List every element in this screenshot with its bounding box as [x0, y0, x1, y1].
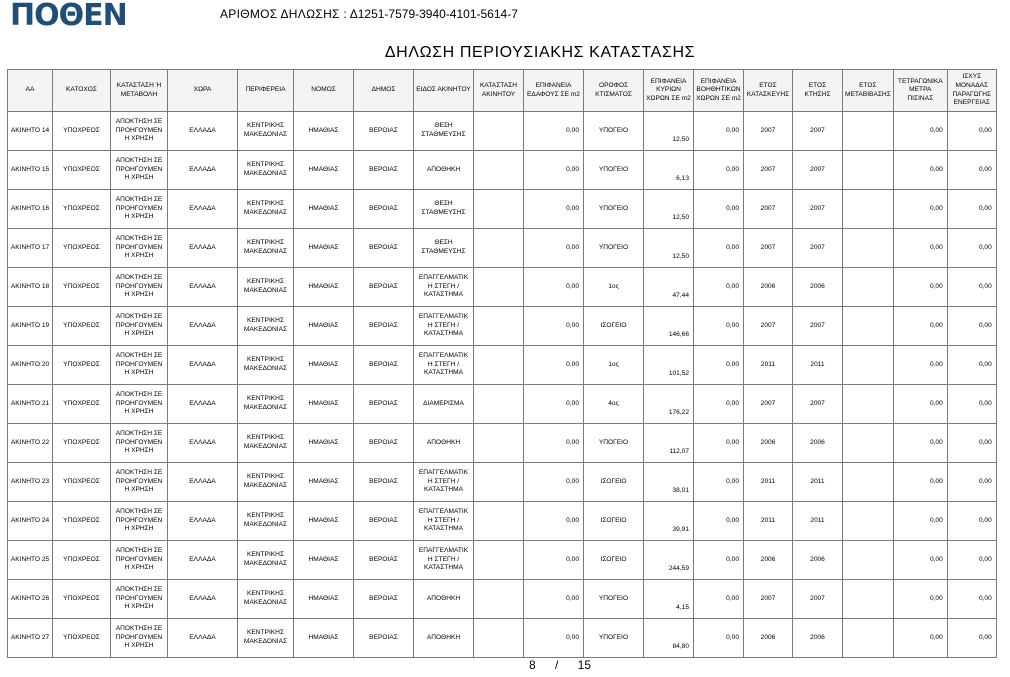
table-cell	[474, 112, 524, 151]
table-cell: ΑΚΙΝΗΤΟ 23	[8, 463, 53, 502]
table-cell: ΑΚΙΝΗΤΟ 21	[8, 385, 53, 424]
table-cell: ΒΕΡΟΙΑΣ	[354, 346, 414, 385]
table-row	[8, 424, 997, 463]
table-cell: ΙΣΟΓΕΙΟ	[584, 307, 644, 346]
table-cell: 0,00	[694, 619, 744, 658]
table-cell: 0,00	[893, 268, 947, 307]
column-header: ΠΕΡΙΦΕΡΕΙΑ	[238, 70, 294, 112]
table-cell: 2007	[744, 190, 793, 229]
table-cell: ΑΚΙΝΗΤΟ 19	[8, 307, 53, 346]
table-cell	[474, 424, 524, 463]
table-cell	[474, 502, 524, 541]
table-cell: ΚΕΝΤΡΙΚΗΣ ΜΑΚΕΔΟΝΙΑΣ	[238, 385, 294, 424]
table-cell: ΥΠΟΧΡΕΟΣ	[53, 346, 111, 385]
table-cell: ΗΜΑΘΙΑΣ	[294, 151, 354, 190]
table-cell	[474, 307, 524, 346]
table-cell: 0,00	[524, 268, 584, 307]
table-cell: ΒΕΡΟΙΑΣ	[354, 268, 414, 307]
table-cell	[843, 346, 894, 385]
column-header: ΙΣΧΥΣ ΜΟΝΑΔΑΣ ΠΑΡΑΓΩΓΗΣ ΕΝΕΡΓΕΙΑΣ	[947, 70, 996, 112]
table-cell: ΗΜΑΘΙΑΣ	[294, 541, 354, 580]
table-cell: 2007	[793, 307, 843, 346]
column-header: ΕΠΙΦΑΝΕΙΑ ΚΥΡΙΩΝ ΧΩΡΩΝ ΣΕ m2	[644, 70, 694, 112]
column-header: ΤΕΤΡΑΓΩΝΙΚΑ ΜΕΤΡΑ ΠΙΣΙΝΑΣ	[893, 70, 947, 112]
table-cell: 38,01	[644, 463, 694, 502]
table-cell: 12,50	[644, 229, 694, 268]
table-cell: ΥΠΟΧΡΕΟΣ	[53, 268, 111, 307]
page-separator: /	[554, 658, 559, 672]
table-cell: ΒΕΡΟΙΑΣ	[354, 619, 414, 658]
potheen-logo	[10, 0, 127, 33]
table-cell: ΥΠΟΧΡΕΟΣ	[53, 151, 111, 190]
table-cell: ΗΜΑΘΙΑΣ	[294, 502, 354, 541]
table-cell: 0,00	[694, 112, 744, 151]
table-cell: ΥΠΟΓΕΙΟ	[584, 424, 644, 463]
table-cell: 0,00	[947, 268, 996, 307]
table-cell: ΥΠΟΧΡΕΟΣ	[53, 112, 111, 151]
table-header	[8, 70, 997, 112]
table-cell: ΑΚΙΝΗΤΟ 17	[8, 229, 53, 268]
table-cell: ΚΕΝΤΡΙΚΗΣ ΜΑΚΕΔΟΝΙΑΣ	[238, 463, 294, 502]
table-cell: 2006	[793, 541, 843, 580]
table-row	[8, 268, 997, 307]
table-cell: 0,00	[694, 463, 744, 502]
table-cell: 0,00	[694, 502, 744, 541]
document-title: ΔΗΛΩΣΗ ΠΕΡΙΟΥΣΙΑΚΗΣ ΚΑΤΑΣΤΑΣΗΣ	[384, 44, 696, 61]
table-cell: ΕΠΑΓΓΕΛΜΑΤΙΚ Η ΣΤΕΓΗ / ΚΑΤΑΣΤΗΜΑ	[414, 502, 474, 541]
table-cell: ΥΠΟΧΡΕΟΣ	[53, 424, 111, 463]
table-cell: ΕΛΛΑΔΑ	[168, 268, 238, 307]
column-header: ΕΠΙΦΑΝΕΙΑ ΕΔΑΦΟΥΣ ΣΕ m2	[524, 70, 584, 112]
logo-text: ΠΟΘΕΝ	[10, 0, 127, 33]
column-header: ΝΟΜΟΣ	[294, 70, 354, 112]
table-cell: 2006	[744, 424, 793, 463]
table-cell: 0,00	[893, 463, 947, 502]
declaration-number	[220, 7, 518, 21]
table-cell: ΕΛΛΑΔΑ	[168, 580, 238, 619]
column-header: ΔΗΜΟΣ	[354, 70, 414, 112]
table-cell: ΕΛΛΑΔΑ	[168, 229, 238, 268]
table-cell: 0,00	[893, 580, 947, 619]
table-cell	[474, 346, 524, 385]
table-cell: ΒΕΡΟΙΑΣ	[354, 190, 414, 229]
table-cell: 146,66	[644, 307, 694, 346]
table-cell: ΕΛΛΑΔΑ	[168, 112, 238, 151]
table-cell: ΚΕΝΤΡΙΚΗΣ ΜΑΚΕΔΟΝΙΑΣ	[238, 268, 294, 307]
table-cell: 0,00	[947, 346, 996, 385]
table-cell: 0,00	[947, 151, 996, 190]
table-cell: ΑΚΙΝΗΤΟ 15	[8, 151, 53, 190]
table-cell: ΔΙΑΜΕΡΙΣΜΑ	[414, 385, 474, 424]
table-cell: ΕΠΑΓΓΕΛΜΑΤΙΚ Η ΣΤΕΓΗ / ΚΑΤΑΣΤΗΜΑ	[414, 541, 474, 580]
table-cell: 12,50	[644, 190, 694, 229]
table-cell: 0,00	[893, 619, 947, 658]
table-cell: 0,00	[893, 502, 947, 541]
table-cell: ΕΛΛΑΔΑ	[168, 463, 238, 502]
table-cell: ΚΕΝΤΡΙΚΗΣ ΜΑΚΕΔΟΝΙΑΣ	[238, 307, 294, 346]
table-cell: ΑΠΟΚΤΗΣΗ ΣΕ ΠΡΟΗΓΟΥΜΕΝ Η ΧΡΗΣΗ	[111, 463, 168, 502]
table-cell: 1ος	[584, 268, 644, 307]
column-header: ΚΑΤΟΧΟΣ	[53, 70, 111, 112]
table-cell: 2011	[793, 463, 843, 502]
table-cell: 0,00	[947, 307, 996, 346]
table-cell: ΑΠΟΚΤΗΣΗ ΣΕ ΠΡΟΗΓΟΥΜΕΝ Η ΧΡΗΣΗ	[111, 268, 168, 307]
table-cell: ΗΜΑΘΙΑΣ	[294, 424, 354, 463]
table-cell: ΑΚΙΝΗΤΟ 25	[8, 541, 53, 580]
table-cell: 0,00	[694, 229, 744, 268]
column-header: ΚΑΤΑΣΤΑΣΗ Ή ΜΕΤΑΒΟΛΗ	[111, 70, 168, 112]
table-cell: ΒΕΡΟΙΑΣ	[354, 112, 414, 151]
table-cell: 0,00	[694, 424, 744, 463]
table-cell	[474, 541, 524, 580]
table-cell: ΗΜΑΘΙΑΣ	[294, 580, 354, 619]
table-cell	[474, 190, 524, 229]
table-row	[8, 190, 997, 229]
table-cell: 12,50	[644, 112, 694, 151]
table-cell: ΥΠΟΧΡΕΟΣ	[53, 502, 111, 541]
table-cell	[474, 385, 524, 424]
table-cell: ΚΕΝΤΡΙΚΗΣ ΜΑΚΕΔΟΝΙΑΣ	[238, 346, 294, 385]
table-cell: 0,00	[893, 229, 947, 268]
table-cell: 2011	[744, 502, 793, 541]
table-cell: ΕΠΑΓΓΕΛΜΑΤΙΚ Η ΣΤΕΓΗ / ΚΑΤΑΣΤΗΜΑ	[414, 346, 474, 385]
table-cell: ΒΕΡΟΙΑΣ	[354, 541, 414, 580]
table-cell: ΑΠΟΚΤΗΣΗ ΣΕ ΠΡΟΗΓΟΥΜΕΝ Η ΧΡΗΣΗ	[111, 580, 168, 619]
page-current: 8	[528, 658, 536, 672]
table-cell: ΘΕΣΗ ΣΤΑΘΜΕΥΣΗΣ	[414, 229, 474, 268]
table-cell: ΥΠΟΓΕΙΟ	[584, 229, 644, 268]
table-cell: 0,00	[893, 385, 947, 424]
table-cell: ΒΕΡΟΙΑΣ	[354, 385, 414, 424]
pagination	[0, 658, 1010, 672]
table-cell: 2007	[744, 385, 793, 424]
table-cell: ΥΠΟΧΡΕΟΣ	[53, 307, 111, 346]
table-cell: 0,00	[947, 502, 996, 541]
table-cell: ΑΠΟΚΤΗΣΗ ΣΕ ΠΡΟΗΓΟΥΜΕΝ Η ΧΡΗΣΗ	[111, 190, 168, 229]
table-cell: 101,52	[644, 346, 694, 385]
table-cell: 0,00	[893, 424, 947, 463]
table-cell: ΑΚΙΝΗΤΟ 27	[8, 619, 53, 658]
table-cell: ΑΠΟΚΤΗΣΗ ΣΕ ΠΡΟΗΓΟΥΜΕΝ Η ΧΡΗΣΗ	[111, 424, 168, 463]
table-cell: ΗΜΑΘΙΑΣ	[294, 112, 354, 151]
column-header: ΚΑΤΑΣΤΑΣΗ ΑΚΙΝΗΤΟΥ	[474, 70, 524, 112]
table-cell: ΕΛΛΑΔΑ	[168, 619, 238, 658]
table-cell: 2007	[793, 580, 843, 619]
table-cell: 2006	[744, 268, 793, 307]
table-cell: 0,00	[947, 190, 996, 229]
table-cell: 4ος	[584, 385, 644, 424]
table-cell	[474, 268, 524, 307]
table-cell	[843, 541, 894, 580]
table-cell: 2006	[793, 268, 843, 307]
table-cell: 0,00	[947, 619, 996, 658]
table-cell: ΑΚΙΝΗΤΟ 16	[8, 190, 53, 229]
table-cell: 0,00	[694, 307, 744, 346]
table-cell: 0,00	[524, 385, 584, 424]
table-cell: ΑΠΟΚΤΗΣΗ ΣΕ ΠΡΟΗΓΟΥΜΕΝ Η ΧΡΗΣΗ	[111, 112, 168, 151]
table-cell: 2006	[793, 424, 843, 463]
table-cell: 0,00	[524, 463, 584, 502]
table-cell: ΥΠΟΓΕΙΟ	[584, 112, 644, 151]
table-cell	[843, 385, 894, 424]
table-cell: ΙΣΟΓΕΙΟ	[584, 463, 644, 502]
table-cell: 2006	[744, 619, 793, 658]
column-header: ΟΡΟΦΟΣ ΚΤΙΣΜΑΤΟΣ	[584, 70, 644, 112]
table-cell: ΚΕΝΤΡΙΚΗΣ ΜΑΚΕΔΟΝΙΑΣ	[238, 190, 294, 229]
table-cell: ΑΠΟΘΗΚΗ	[414, 151, 474, 190]
table-cell: 2011	[744, 463, 793, 502]
table-cell: ΕΛΛΑΔΑ	[168, 307, 238, 346]
table-cell: ΑΠΟΚΤΗΣΗ ΣΕ ΠΡΟΗΓΟΥΜΕΝ Η ΧΡΗΣΗ	[111, 619, 168, 658]
table-row	[8, 385, 997, 424]
column-header: ΕΤΟΣ ΚΑΤΑΣΚΕΥΗΣ	[744, 70, 793, 112]
table-cell: 0,00	[947, 112, 996, 151]
table-cell: ΚΕΝΤΡΙΚΗΣ ΜΑΚΕΔΟΝΙΑΣ	[238, 112, 294, 151]
table-cell: ΒΕΡΟΙΑΣ	[354, 424, 414, 463]
column-header: ΕΠΙΦΑΝΕΙΑ ΒΟΗΘΗΤΙΚΩΝ ΧΩΡΩΝ ΣΕ m2	[694, 70, 744, 112]
table-cell: 0,00	[694, 580, 744, 619]
table-cell	[843, 619, 894, 658]
table-cell: 2006	[793, 619, 843, 658]
table-cell: 2007	[744, 307, 793, 346]
table-cell: 2007	[744, 229, 793, 268]
table-row	[8, 619, 997, 658]
table-cell: 0,00	[947, 463, 996, 502]
table-cell: ΥΠΟΓΕΙΟ	[584, 151, 644, 190]
table-cell: 0,00	[947, 385, 996, 424]
table-cell: ΕΠΑΓΓΕΛΜΑΤΙΚ Η ΣΤΕΓΗ / ΚΑΤΑΣΤΗΜΑ	[414, 268, 474, 307]
assets-table	[7, 69, 997, 658]
table-cell	[843, 229, 894, 268]
table-cell: 0,00	[893, 112, 947, 151]
table-cell: ΕΛΛΑΔΑ	[168, 424, 238, 463]
table-cell	[843, 268, 894, 307]
table-cell: ΑΚΙΝΗΤΟ 24	[8, 502, 53, 541]
table-cell: ΚΕΝΤΡΙΚΗΣ ΜΑΚΕΔΟΝΙΑΣ	[238, 424, 294, 463]
table-cell: 0,00	[524, 307, 584, 346]
table-cell: ΥΠΟΧΡΕΟΣ	[53, 541, 111, 580]
table-cell: 2007	[793, 112, 843, 151]
table-cell: ΗΜΑΘΙΑΣ	[294, 463, 354, 502]
table-cell: ΚΕΝΤΡΙΚΗΣ ΜΑΚΕΔΟΝΙΑΣ	[238, 229, 294, 268]
table-cell: ΑΠΟΚΤΗΣΗ ΣΕ ΠΡΟΗΓΟΥΜΕΝ Η ΧΡΗΣΗ	[111, 151, 168, 190]
table-cell: ΥΠΟΧΡΕΟΣ	[53, 229, 111, 268]
table-cell: 2011	[793, 502, 843, 541]
table-cell: 0,00	[524, 112, 584, 151]
table-cell: ΑΠΟΘΗΚΗ	[414, 424, 474, 463]
table-cell: ΥΠΟΓΕΙΟ	[584, 580, 644, 619]
table-cell: 112,07	[644, 424, 694, 463]
table-cell: 0,00	[524, 346, 584, 385]
table-cell: 0,00	[524, 502, 584, 541]
declaration-number-value: Δ1251-7579-3940-4101-5614-7	[349, 7, 518, 21]
table-cell: ΥΠΟΓΕΙΟ	[584, 190, 644, 229]
table-cell: ΑΠΟΘΗΚΗ	[414, 580, 474, 619]
table-cell: 0,00	[694, 268, 744, 307]
table-cell: ΒΕΡΟΙΑΣ	[354, 502, 414, 541]
table-row	[8, 151, 997, 190]
table-cell: ΥΠΟΧΡΕΟΣ	[53, 619, 111, 658]
table-cell: ΕΛΛΑΔΑ	[168, 151, 238, 190]
table-body	[8, 112, 997, 658]
table-cell: 0,00	[694, 346, 744, 385]
table-cell	[474, 580, 524, 619]
column-header: ΧΩΡΑ	[168, 70, 238, 112]
column-header: ΕΤΟΣ ΜΕΤΑΒΙΒΑΣΗΣ	[843, 70, 894, 112]
table-cell: ΙΣΟΓΕΙΟ	[584, 502, 644, 541]
table-cell: ΗΜΑΘΙΑΣ	[294, 268, 354, 307]
table-cell: 0,00	[893, 307, 947, 346]
table-row	[8, 580, 997, 619]
table-cell	[843, 463, 894, 502]
table-cell: 2007	[793, 190, 843, 229]
table-cell: ΑΚΙΝΗΤΟ 18	[8, 268, 53, 307]
table-cell: ΗΜΑΘΙΑΣ	[294, 229, 354, 268]
table-cell: ΒΕΡΟΙΑΣ	[354, 463, 414, 502]
table-cell: ΒΕΡΟΙΑΣ	[354, 151, 414, 190]
table-cell: ΑΠΟΚΤΗΣΗ ΣΕ ΠΡΟΗΓΟΥΜΕΝ Η ΧΡΗΣΗ	[111, 385, 168, 424]
table-cell: ΑΚΙΝΗΤΟ 14	[8, 112, 53, 151]
column-header: ΕΙΔΟΣ ΑΚΙΝΗΤΟΥ	[414, 70, 474, 112]
table-cell: ΥΠΟΧΡΕΟΣ	[53, 190, 111, 229]
table-cell: 2011	[793, 346, 843, 385]
table-cell: ΑΚΙΝΗΤΟ 26	[8, 580, 53, 619]
table-cell: ΒΕΡΟΙΑΣ	[354, 307, 414, 346]
table-cell: 0,00	[893, 151, 947, 190]
table-cell: ΗΜΑΘΙΑΣ	[294, 385, 354, 424]
table-cell: ΕΛΛΑΔΑ	[168, 502, 238, 541]
table-cell	[843, 112, 894, 151]
table-cell: 0,00	[893, 541, 947, 580]
table-cell: ΘΕΣΗ ΣΤΑΘΜΕΥΣΗΣ	[414, 190, 474, 229]
table-row	[8, 346, 997, 385]
table-cell: 2007	[744, 580, 793, 619]
table-cell: ΗΜΑΘΙΑΣ	[294, 190, 354, 229]
table-cell: ΘΕΣΗ ΣΤΑΘΜΕΥΣΗΣ	[414, 112, 474, 151]
table-cell: ΑΠΟΚΤΗΣΗ ΣΕ ΠΡΟΗΓΟΥΜΕΝ Η ΧΡΗΣΗ	[111, 541, 168, 580]
table-cell: ΙΣΟΓΕΙΟ	[584, 541, 644, 580]
declaration-number-label: ΑΡΙΘΜΟΣ ΔΗΛΩΣΗΣ :	[220, 7, 348, 21]
table-cell: ΑΠΟΚΤΗΣΗ ΣΕ ΠΡΟΗΓΟΥΜΕΝ Η ΧΡΗΣΗ	[111, 502, 168, 541]
table-cell	[843, 151, 894, 190]
table-cell: 6,13	[644, 151, 694, 190]
page-total: 15	[577, 658, 592, 672]
table-cell: ΚΕΝΤΡΙΚΗΣ ΜΑΚΕΔΟΝΙΑΣ	[238, 541, 294, 580]
table-row	[8, 307, 997, 346]
table-cell: 176,22	[644, 385, 694, 424]
header-row	[8, 70, 997, 112]
table-cell: ΒΕΡΟΙΑΣ	[354, 229, 414, 268]
table-cell: 0,00	[947, 541, 996, 580]
table-cell: ΥΠΟΧΡΕΟΣ	[53, 463, 111, 502]
table-cell: 0,00	[524, 580, 584, 619]
table-cell: 244,59	[644, 541, 694, 580]
table-cell: 0,00	[524, 541, 584, 580]
table-cell: 0,00	[524, 190, 584, 229]
table-cell: 1ος	[584, 346, 644, 385]
table-cell: 0,00	[694, 190, 744, 229]
table-cell: ΑΠΟΚΤΗΣΗ ΣΕ ΠΡΟΗΓΟΥΜΕΝ Η ΧΡΗΣΗ	[111, 229, 168, 268]
table-cell: ΑΠΟΘΗΚΗ	[414, 619, 474, 658]
table-cell: 0,00	[694, 541, 744, 580]
table-cell	[843, 424, 894, 463]
table-cell: 0,00	[893, 190, 947, 229]
table-cell: 0,00	[947, 580, 996, 619]
table-cell: ΥΠΟΧΡΕΟΣ	[53, 580, 111, 619]
table-cell: 2011	[744, 346, 793, 385]
column-header: ΕΤΟΣ ΚΤΗΣΗΣ	[793, 70, 843, 112]
table-cell: 0,00	[524, 424, 584, 463]
table-cell: ΕΛΛΑΔΑ	[168, 385, 238, 424]
table-cell: 2007	[793, 385, 843, 424]
table-cell	[843, 307, 894, 346]
table-cell: ΗΜΑΘΙΑΣ	[294, 307, 354, 346]
table-row	[8, 463, 997, 502]
table-cell: 4,15	[644, 580, 694, 619]
table-cell	[843, 502, 894, 541]
table-cell: 2007	[744, 112, 793, 151]
table-row	[8, 541, 997, 580]
table-cell: 2007	[793, 151, 843, 190]
table-cell: 39,91	[644, 502, 694, 541]
table-cell: ΕΠΑΓΓΕΛΜΑΤΙΚ Η ΣΤΕΓΗ / ΚΑΤΑΣΤΗΜΑ	[414, 463, 474, 502]
table-cell: 0,00	[524, 229, 584, 268]
table-cell: 84,80	[644, 619, 694, 658]
table-cell: ΑΠΟΚΤΗΣΗ ΣΕ ΠΡΟΗΓΟΥΜΕΝ Η ΧΡΗΣΗ	[111, 307, 168, 346]
table-row	[8, 112, 997, 151]
table-row	[8, 502, 997, 541]
table-cell	[843, 580, 894, 619]
table-cell: ΕΛΛΑΔΑ	[168, 541, 238, 580]
table-cell: 2006	[744, 541, 793, 580]
table-cell: ΚΕΝΤΡΙΚΗΣ ΜΑΚΕΔΟΝΙΑΣ	[238, 151, 294, 190]
table-cell: ΕΛΛΑΔΑ	[168, 190, 238, 229]
table-cell: ΕΠΑΓΓΕΛΜΑΤΙΚ Η ΣΤΕΓΗ / ΚΑΤΑΣΤΗΜΑ	[414, 307, 474, 346]
table-cell: ΚΕΝΤΡΙΚΗΣ ΜΑΚΕΔΟΝΙΑΣ	[238, 580, 294, 619]
table-cell	[843, 190, 894, 229]
table-cell: 2007	[793, 229, 843, 268]
table-cell: ΥΠΟΧΡΕΟΣ	[53, 385, 111, 424]
column-header: ΑΑ	[8, 70, 53, 112]
table-cell	[474, 151, 524, 190]
table-cell: ΗΜΑΘΙΑΣ	[294, 346, 354, 385]
table-cell: ΚΕΝΤΡΙΚΗΣ ΜΑΚΕΔΟΝΙΑΣ	[238, 619, 294, 658]
table-cell: ΑΚΙΝΗΤΟ 22	[8, 424, 53, 463]
table-cell: ΑΚΙΝΗΤΟ 20	[8, 346, 53, 385]
table-cell: ΥΠΟΓΕΙΟ	[584, 619, 644, 658]
table-cell: ΑΠΟΚΤΗΣΗ ΣΕ ΠΡΟΗΓΟΥΜΕΝ Η ΧΡΗΣΗ	[111, 346, 168, 385]
table-cell: 0,00	[893, 346, 947, 385]
table-cell: 0,00	[947, 229, 996, 268]
table-cell	[474, 463, 524, 502]
table-cell: 2007	[744, 151, 793, 190]
table-cell: 0,00	[694, 385, 744, 424]
table-cell: ΚΕΝΤΡΙΚΗΣ ΜΑΚΕΔΟΝΙΑΣ	[238, 502, 294, 541]
table-cell: 0,00	[524, 151, 584, 190]
table-cell: 0,00	[694, 151, 744, 190]
table-cell	[474, 619, 524, 658]
table-row	[8, 229, 997, 268]
table-cell: 47,44	[644, 268, 694, 307]
table-cell	[474, 229, 524, 268]
table-cell: 0,00	[524, 619, 584, 658]
table-cell: ΒΕΡΟΙΑΣ	[354, 580, 414, 619]
table-cell: ΗΜΑΘΙΑΣ	[294, 619, 354, 658]
table-cell: 0,00	[947, 424, 996, 463]
table-cell: ΕΛΛΑΔΑ	[168, 346, 238, 385]
